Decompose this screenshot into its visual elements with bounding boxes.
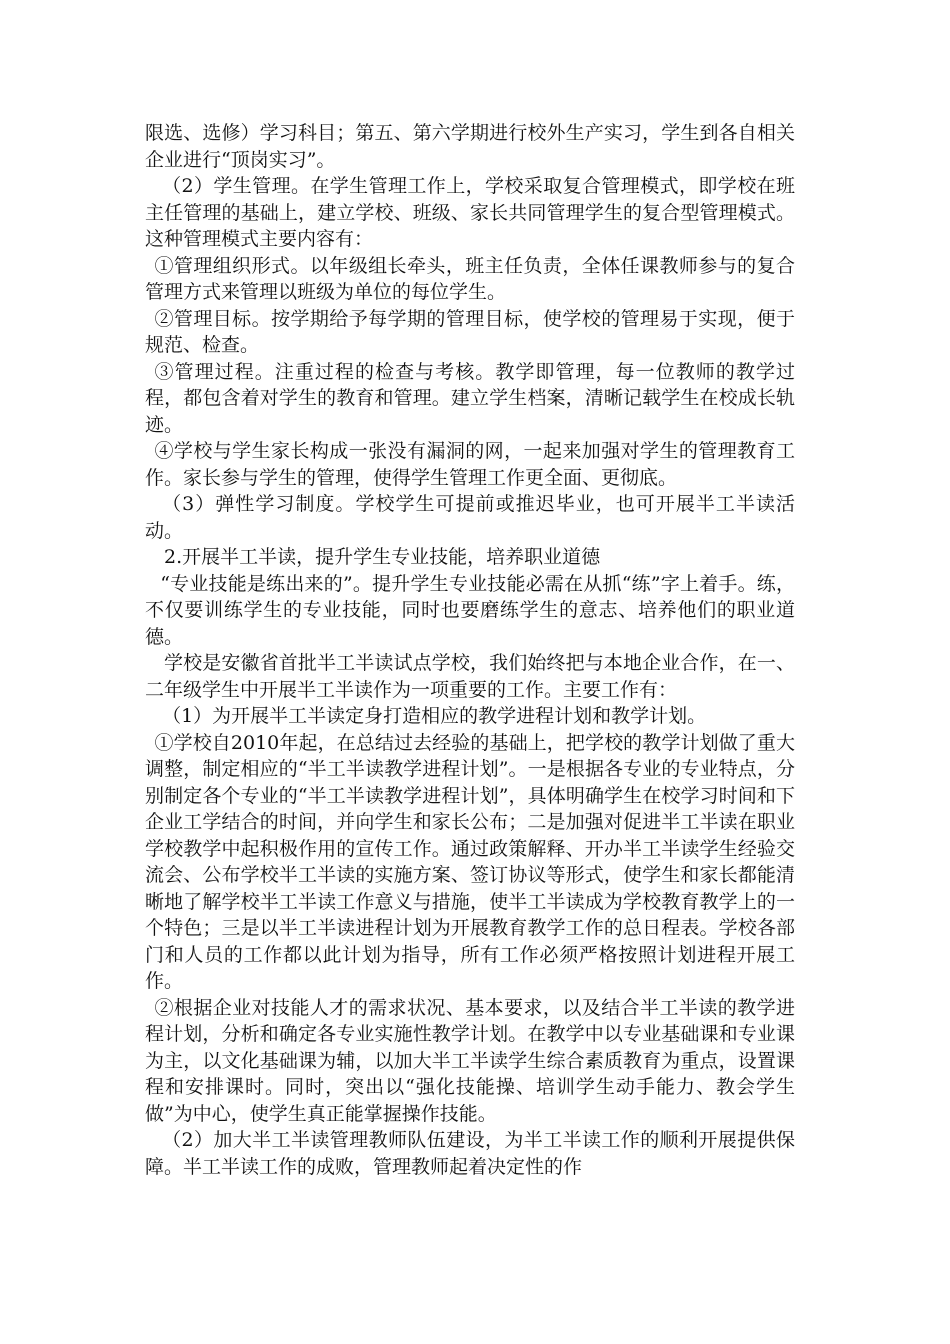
section-heading-2: 2.开展半工半读，提升学生专业技能，培养职业道德	[164, 546, 601, 568]
paragraph-13: （2）加大半工半读管理教师队伍建设，为半工半读工作的顺利开展提供保障。半工半读工作的成败，管理教师起着决定性的作	[145, 1129, 795, 1178]
document-page	[145, 120, 795, 1180]
paragraph-3: ①管理组织形式。以年级组长牵头，班主任负责，全体任课教师参与的复合管理方式来管理以班级为单位的每位学生。	[145, 254, 795, 303]
paragraph-11: ①学校自2010年起，在总结过去经验的基础上，把学校的教学计划做了重大调整，制定相应的“半工半读教学进程计划”。一是根据各专业的专业特点，分别制定各个专业的“半工半读教学进程计划”，具体明确学生在校学习时间和下企业工学结合的时间，并向学生和家长公布；二是加强对促进半工半读在职业学校教学中起积极作用的宣传工作。通过政策解释、开办半工半读学生经验交流会、公布学校半工半读的实施方案、签订协议等形式，使学生和家长都能清晰地了解学校半工半读工作意义与措施，使半工半读成为学校教育教学上的一个特色；三是以半工半读进程计划为开展教育教学工作的总日程表。学校各部门和人员的工作都以此计划为指导，所有工作必须严格按照计划进程开展工作。	[145, 731, 795, 992]
paragraph-7: （3）弹性学习制度。学校学生可提前或推迟毕业，也可开展半工半读活动。	[145, 493, 795, 542]
paragraph-2: （2）学生管理。在学生管理工作上，学校采取复合管理模式，即学校在班主任管理的基础上，建立学校、班级、家长共同管理学生的复合型管理模式。这种管理模式主要内容有：	[145, 175, 795, 250]
paragraph-1: 限选、选修）学习科目；第五、第六学期进行校外生产实习，学生到各自相关企业进行“顶岗实习”。	[145, 122, 795, 171]
paragraph-9: 学校是安徽省首批半工半读试点学校，我们始终把与本地企业合作，在一、二年级学生中开展半工半读作为一项重要的工作。主要工作有：	[145, 652, 795, 701]
paragraph-6: ④学校与学生家长构成一张没有漏洞的网，一起来加强对学生的管理教育工作。家长参与学生的管理，使得学生管理工作更全面、更彻底。	[145, 440, 795, 489]
paragraph-4: ②管理目标。按学期给予每学期的管理目标，使学校的管理易于实现，便于规范、检查。	[145, 307, 795, 356]
paragraph-5: ③管理过程。注重过程的检查与考核。教学即管理，每一位教师的教学过程，都包含着对学生的教育和管理。建立学生档案，清晰记载学生在校成长轨迹。	[145, 360, 795, 436]
paragraph-12: ②根据企业对技能人才的需求状况、基本要求，以及结合半工半读的教学进程计划，分析和确定各专业实施性教学计划。在教学中以专业基础课和专业课为主，以文化基础课为辅，以加大半工半读学生综合素质教育为重点，设置课程和安排课时。同时，突出以“强化技能操、培训学生动手能力、教会学生做”为中心，使学生真正能掌握操作技能。	[145, 996, 795, 1125]
paragraph-10: （1）为开展半工半读定身打造相应的教学进程计划和教学计划。	[162, 705, 707, 727]
paragraph-8: “专业技能是练出来的”。提升学生专业技能必需在从抓“练”字上着手。练，不仅要训练学生的专业技能，同时也要磨练学生的意志、培养他们的职业道德。	[145, 572, 795, 648]
